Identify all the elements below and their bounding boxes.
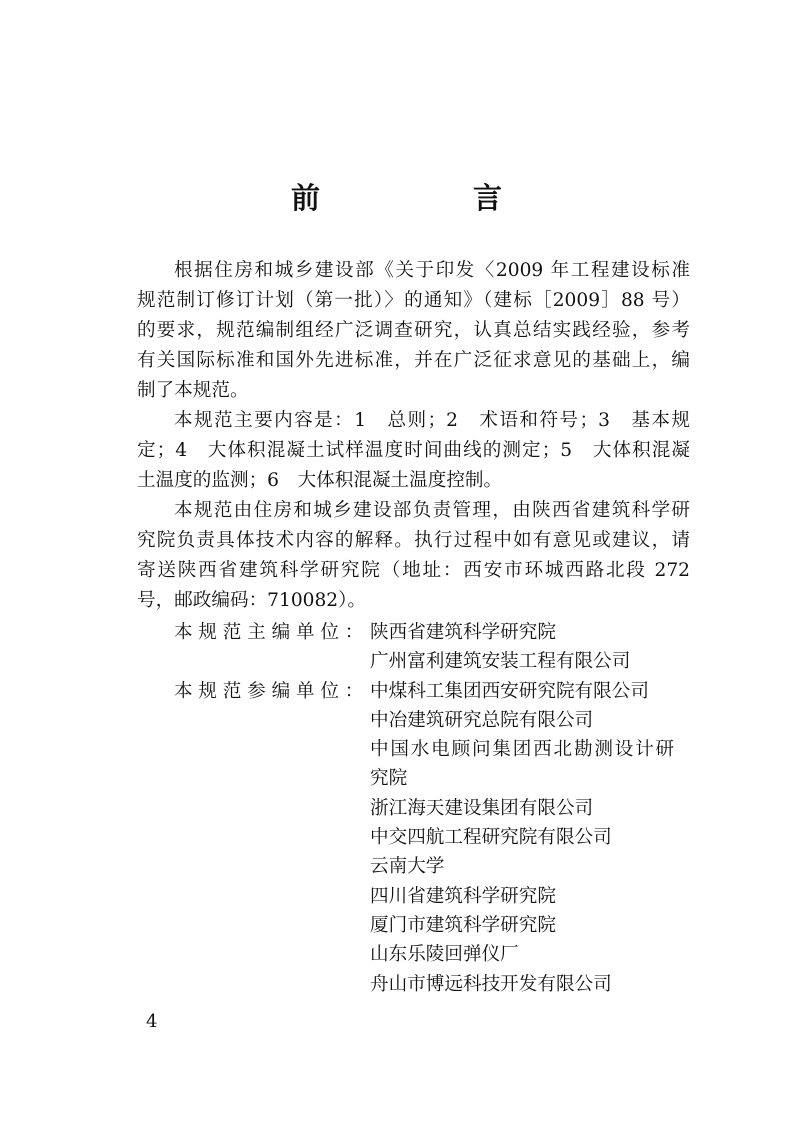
participating-unit-row (174, 706, 704, 735)
participating-unit-row (174, 794, 704, 823)
participating-unit-row (174, 677, 704, 706)
text-line: 的要求，规范编制组经广泛调查研究，认真总结实践经验，参考 (137, 320, 690, 341)
unit-name: 厦门市建筑科学研究院 (370, 914, 556, 936)
text-line: 寄送陕西省建筑科学研究院（地址：西安市环城西路北段 272 (137, 560, 690, 581)
unit-name: 广州富利建筑安装工程有限公司 (370, 651, 631, 673)
unit-name: 中冶建筑研究总院有限公司 (370, 709, 594, 731)
text-line: 本规范主要内容是：1 总则；2 术语和符号；3 基本规 (174, 410, 690, 431)
participating-unit-row (174, 911, 704, 940)
unit-name: 中交四航工程研究院有限公司 (370, 827, 612, 849)
unit-name: 四川省建筑科学研究院 (370, 885, 556, 907)
text-line: 有关国际标准和国外先进标准，并在广泛征求意见的基础上，编 (137, 350, 690, 371)
participating-unit-row (174, 764, 704, 793)
text-line: 本规范由住房和城乡建设部负责管理，由陕西省建筑科学研 (174, 500, 690, 521)
chief-unit-row (174, 647, 704, 676)
text-line: 号，邮政编码：710082）。 (137, 590, 367, 611)
text-line: 规范制订修订计划（第一批）〉的通知》（建标［2009］88 号） (137, 290, 690, 311)
unit-name: 舟山市博远科技开发有限公司 (370, 973, 612, 995)
unit-name: 究院 (370, 768, 408, 790)
paragraph-1 (137, 256, 690, 406)
participating-unit-row (174, 852, 704, 881)
participating-units-label: 本规范参编单位： (174, 680, 370, 702)
text-line: 定；4 大体积混凝土试样温度时间曲线的测定；5 大体积混凝 (137, 440, 690, 461)
participating-unit-row (174, 940, 704, 969)
participating-unit-row (174, 735, 704, 764)
participating-unit-row (174, 970, 704, 999)
text-line: 土温度的监测；6 大体积混凝土温度控制。 (137, 470, 503, 491)
paragraph-3 (137, 496, 690, 616)
unit-name: 云南大学 (370, 856, 445, 878)
unit-name: 中煤科工集团西安研究院有限公司 (370, 680, 649, 702)
paragraph-2 (137, 406, 690, 496)
text-line: 根据住房和城乡建设部《关于印发〈2009 年工程建设标准 (174, 260, 690, 281)
page-title: 前 言 (290, 181, 564, 215)
participating-unit-row (174, 882, 704, 911)
preface-body (137, 256, 690, 616)
unit-name: 陕西省建筑科学研究院 (370, 622, 556, 643)
unit-name: 中国水电顾问集团西北勘测设计研 (370, 739, 676, 761)
text-line: 究院负责具体技术内容的解释。执行过程中如有意见或建议，请 (137, 530, 690, 551)
drafting-units (174, 618, 704, 999)
chief-unit-row (174, 618, 704, 647)
chief-units-label: 本规范主编单位： (174, 622, 370, 643)
unit-name: 山东乐陵回弹仪厂 (370, 944, 519, 966)
text-line: 制了本规范。 (137, 380, 249, 401)
unit-name: 浙江海天建设集团有限公司 (370, 797, 594, 819)
participating-unit-row (174, 823, 704, 852)
page-number: 4 (146, 1011, 158, 1032)
